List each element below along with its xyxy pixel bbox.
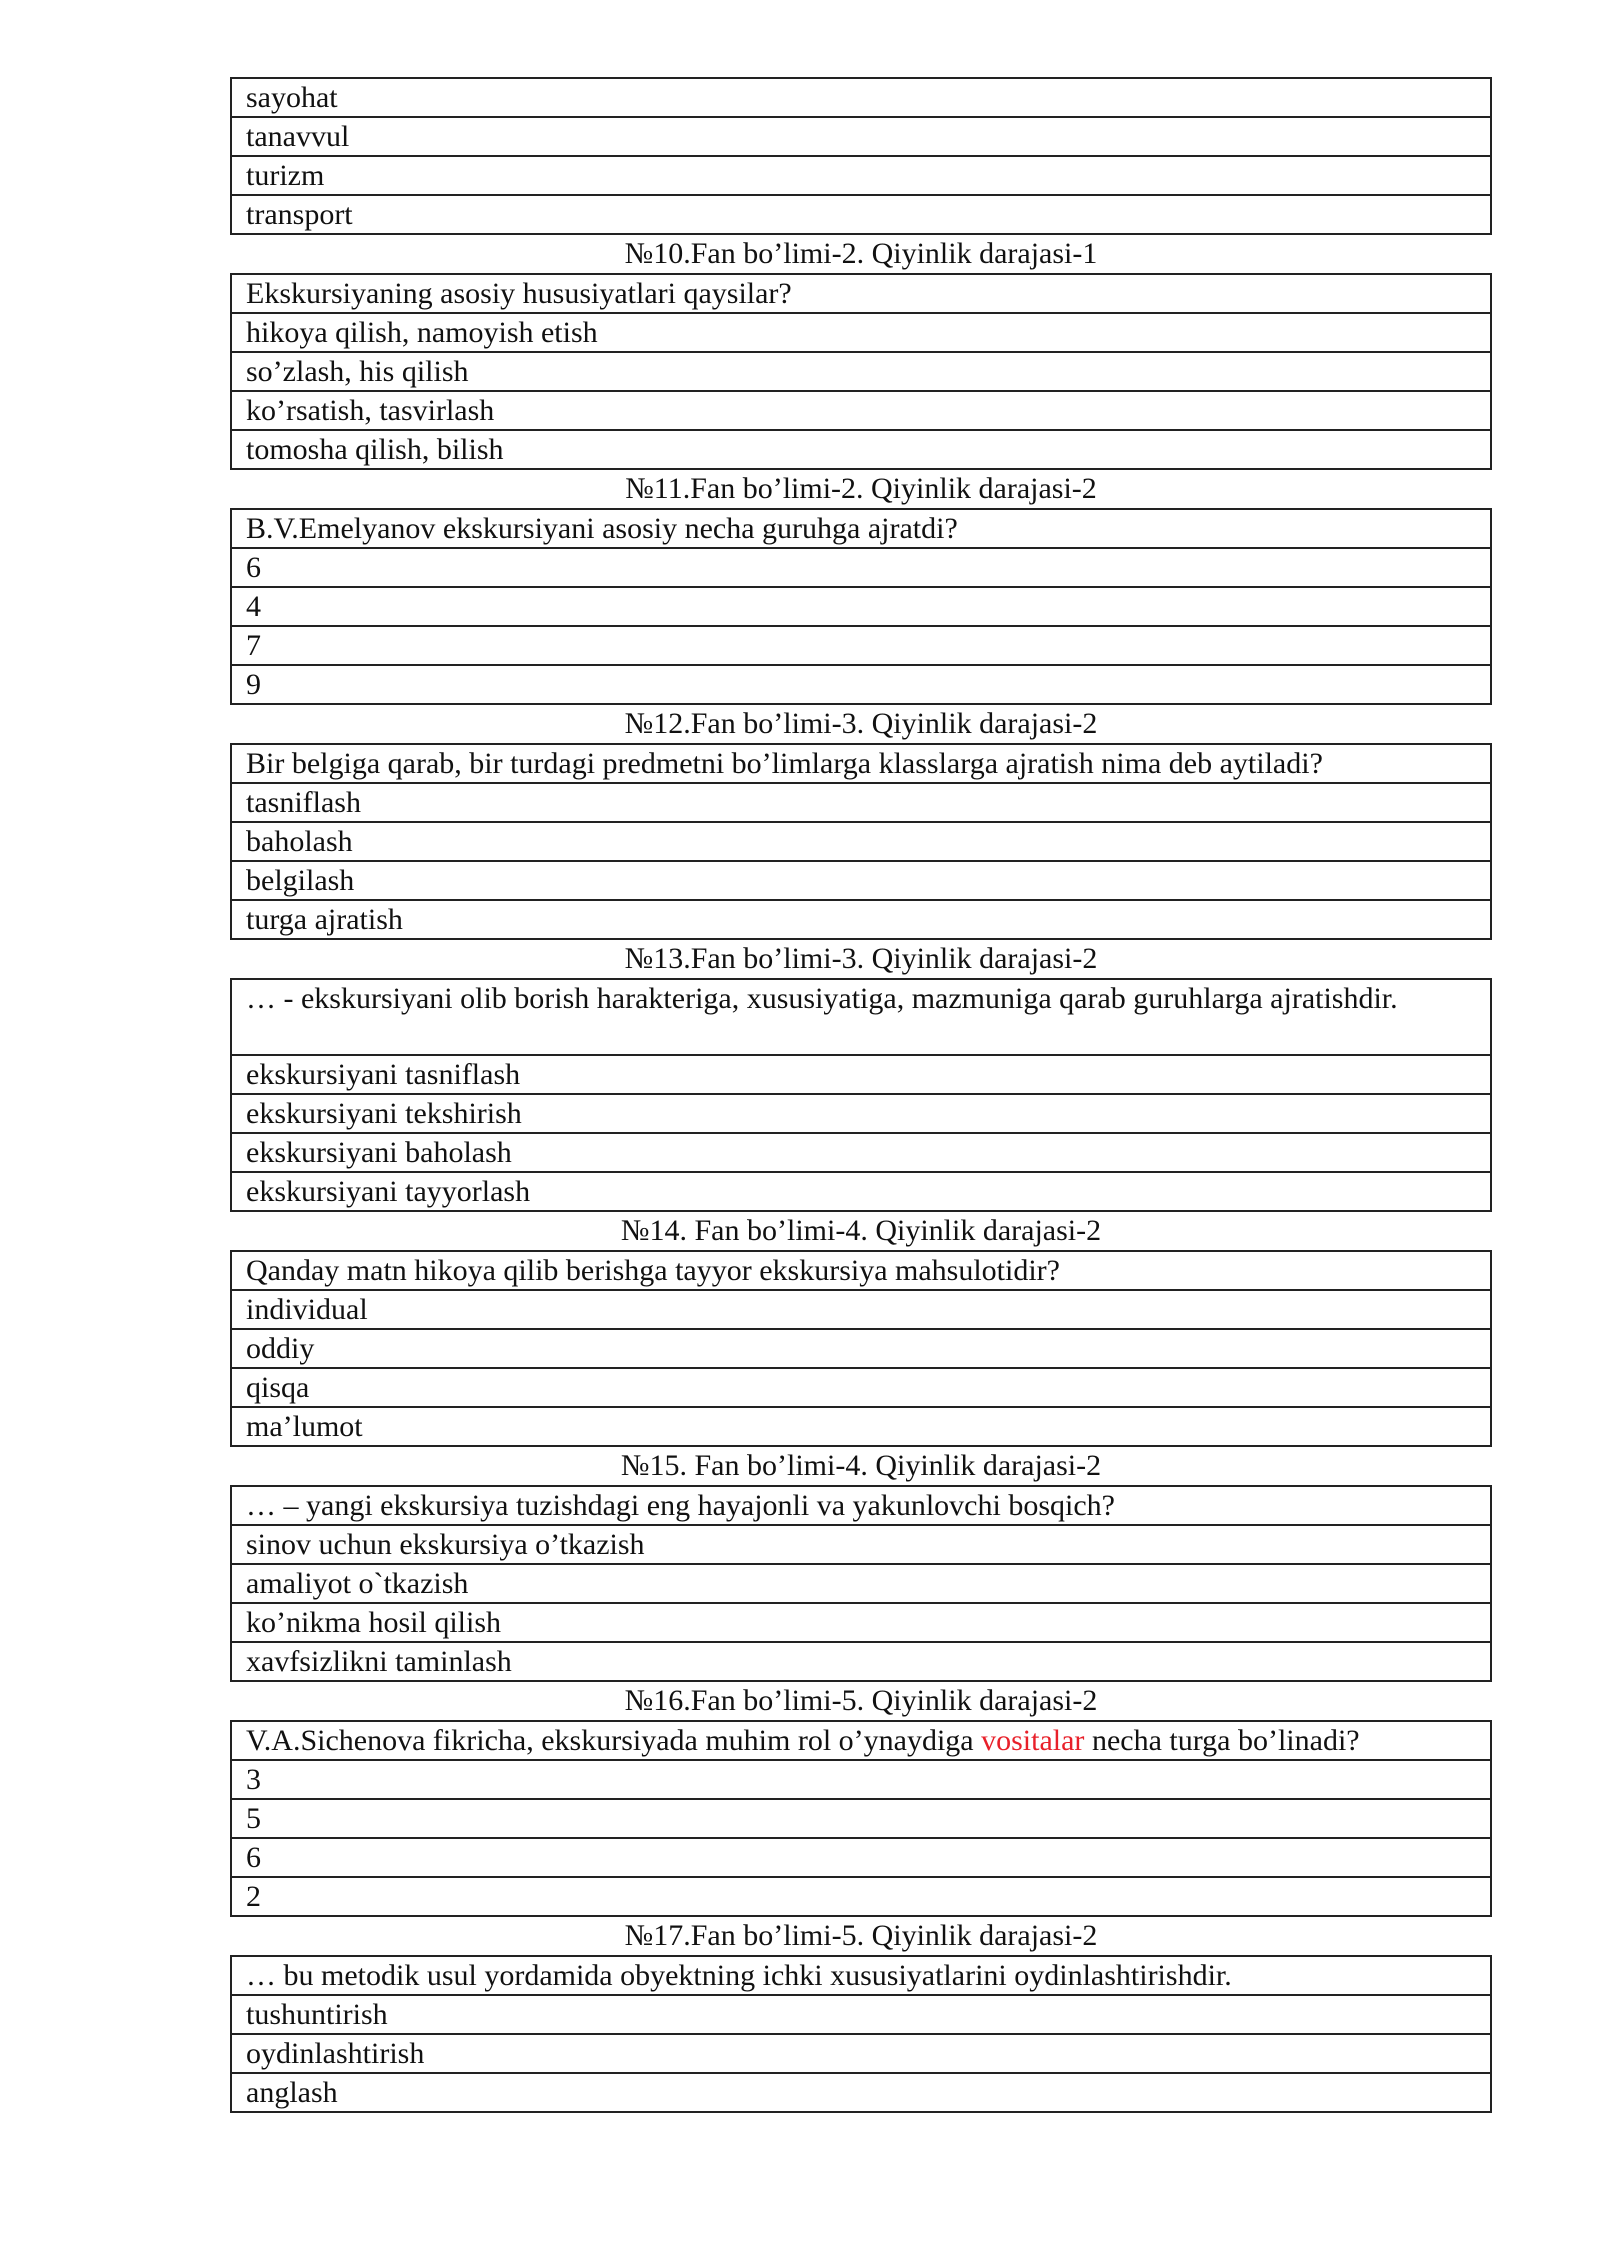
question-text: B.V.Emelyanov ekskursiyani asosiy necha guruhga ajratdi? <box>246 512 958 545</box>
option-row: ma’lumot <box>232 1406 1490 1445</box>
question-table-10 <box>230 273 1492 470</box>
option-row: sayohat <box>246 81 338 114</box>
option-row: tasniflash <box>232 782 1490 821</box>
question-text: … bu metodik usul yordamida obyektning ichki xususiyatlarini oydinlashtirishdir. <box>246 1959 1232 1992</box>
question-heading: №15. Fan bo’limi-4. Qiyinlik darajasi-2 <box>620 1449 1102 1482</box>
option-row: ko’nikma hosil qilish <box>232 1602 1490 1641</box>
option-row: 3 <box>232 1759 1490 1798</box>
question-table-11 <box>230 508 1492 705</box>
option-row: 2 <box>232 1876 1490 1915</box>
question-heading: №16.Fan bo’limi-5. Qiyinlik darajasi-2 <box>624 1684 1098 1717</box>
question-heading: №17.Fan bo’limi-5. Qiyinlik darajasi-2 <box>624 1919 1098 1952</box>
option-row: anglash <box>232 2072 1490 2111</box>
option-row: tanavvul <box>232 116 1490 155</box>
question-table-17 <box>230 1955 1492 2113</box>
option-row: tomosha qilish, bilish <box>232 429 1490 468</box>
option-row: turga ajratish <box>232 899 1490 938</box>
option-row: transport <box>232 194 1490 233</box>
option-row: sinov uchun ekskursiya o’tkazish <box>232 1524 1490 1563</box>
question-table-16 <box>230 1720 1492 1917</box>
option-row: 5 <box>232 1798 1490 1837</box>
question-table-14 <box>230 1250 1492 1447</box>
test-content <box>230 77 1492 2113</box>
question-text: … – yangi ekskursiya tuzishdagi eng hayajonli va yakunlovchi bosqich? <box>246 1489 1115 1522</box>
option-row: oddiy <box>232 1328 1490 1367</box>
option-row: baholash <box>232 821 1490 860</box>
highlighted-word: vositalar <box>981 1724 1085 1757</box>
question-table-15 <box>230 1485 1492 1682</box>
question-heading: №12.Fan bo’limi-3. Qiyinlik darajasi-2 <box>624 707 1098 740</box>
question-heading: №10.Fan bo’limi-2. Qiyinlik darajasi-1 <box>624 237 1098 270</box>
question-table-13 <box>230 978 1492 1212</box>
option-row: 7 <box>232 625 1490 664</box>
option-row: 6 <box>232 547 1490 586</box>
option-row: 9 <box>232 664 1490 703</box>
question-heading: №11.Fan bo’limi-2. Qiyinlik darajasi-2 <box>625 472 1097 505</box>
question-heading: №13.Fan bo’limi-3. Qiyinlik darajasi-2 <box>624 942 1098 975</box>
question-text <box>232 1722 1490 1759</box>
option-row: qisqa <box>232 1367 1490 1406</box>
option-row: tushuntirish <box>232 1994 1490 2033</box>
options-table-9 <box>230 77 1492 235</box>
question-text: Bir belgiga qarab, bir turdagi predmetni bo’limlarga klasslarga ajratish nima deb aytiladi? <box>246 747 1323 780</box>
question-text: Ekskursiyaning asosiy hususiyatlari qaysilar? <box>246 277 792 310</box>
option-row: ko’rsatish, tasvirlash <box>232 390 1490 429</box>
option-row: amaliyot o`tkazish <box>232 1563 1490 1602</box>
option-row: 6 <box>232 1837 1490 1876</box>
option-row: hikoya qilish, namoyish etish <box>232 312 1490 351</box>
question-table-12 <box>230 743 1492 940</box>
option-row: individual <box>232 1289 1490 1328</box>
option-row: xavfsizlikni taminlash <box>232 1641 1490 1680</box>
option-row: oydinlashtirish <box>232 2033 1490 2072</box>
question-text: … - ekskursiyani olib borish harakteriga, xususiyatiga, mazmuniga qarab guruhlarga ajratishdir. <box>246 982 1398 1015</box>
question-heading: №14. Fan bo’limi-4. Qiyinlik darajasi-2 <box>620 1214 1102 1247</box>
question-text: Qanday matn hikoya qilib berishga tayyor ekskursiya mahsulotidir? <box>246 1254 1060 1287</box>
option-row: belgilash <box>232 860 1490 899</box>
option-row: ekskursiyani tasniflash <box>232 1054 1490 1093</box>
option-row: turizm <box>232 155 1490 194</box>
option-row: 4 <box>232 586 1490 625</box>
question-text-part: V.A.Sichenova fikricha, ekskursiyada muhim rol o’ynaydiga <box>246 1724 982 1757</box>
option-row: ekskursiyani tekshirish <box>232 1093 1490 1132</box>
question-text-part: necha turga bo’linadi? <box>1084 1724 1360 1757</box>
option-row: so’zlash, his qilish <box>232 351 1490 390</box>
option-row: ekskursiyani baholash <box>232 1132 1490 1171</box>
option-row: ekskursiyani tayyorlash <box>232 1171 1490 1210</box>
